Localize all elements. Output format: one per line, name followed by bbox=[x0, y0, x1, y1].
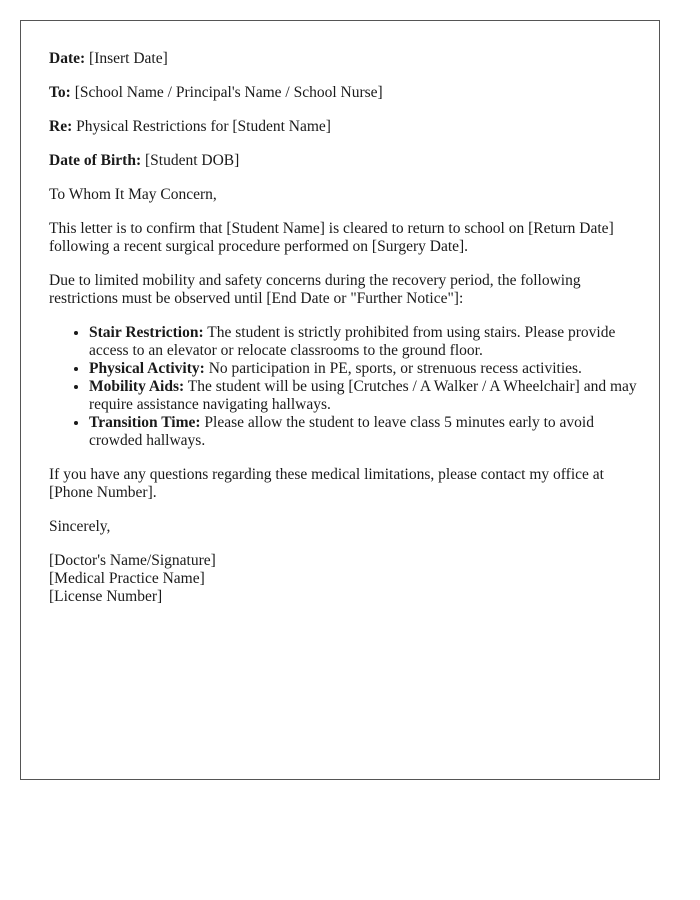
restriction-label: Transition Time: bbox=[89, 414, 201, 431]
letter-content bbox=[49, 50, 639, 622]
re-line bbox=[49, 118, 639, 136]
restrictions-intro-paragraph: Due to limited mobility and safety concerns during the recovery period, the following restrictions must be observed until [End Date or "Further Notice"]: bbox=[49, 272, 581, 307]
letter-page bbox=[20, 20, 660, 780]
restriction-text: No participation in PE, sports, or strenuous recess activities. bbox=[208, 360, 582, 377]
license-number: [License Number] bbox=[49, 588, 163, 605]
re-label: Re: bbox=[49, 118, 73, 135]
restriction-label: Mobility Aids: bbox=[89, 378, 185, 395]
to-value: [School Name / Principal's Name / School Nurse] bbox=[74, 84, 383, 101]
date-line bbox=[49, 50, 639, 68]
restriction-label: Physical Activity: bbox=[89, 360, 205, 377]
intro-paragraph: This letter is to confirm that [Student Name] is cleared to return to school on [Return Date] following a recent surgical procedure performed on [Surgery Date]. bbox=[49, 220, 614, 255]
date-label: Date: bbox=[49, 50, 86, 67]
restriction-text: The student will be using [Crutches / A Walker / A Wheelchair] and may require assistance navigating hallways. bbox=[89, 378, 637, 413]
restriction-text: Please allow the student to leave class 5 minutes early to avoid crowded hallways. bbox=[89, 414, 594, 449]
to-line bbox=[49, 84, 639, 102]
signature-block bbox=[49, 552, 639, 606]
signature-name: [Doctor's Name/Signature] bbox=[49, 552, 216, 569]
restriction-item-transition-time bbox=[89, 414, 639, 450]
dob-line bbox=[49, 152, 639, 170]
dob-value: [Student DOB] bbox=[145, 152, 240, 169]
valediction: Sincerely, bbox=[49, 518, 111, 535]
restriction-text: The student is strictly prohibited from using stairs. Please provide access to an elevator or relocate classrooms to the ground floor. bbox=[89, 324, 616, 359]
to-label: To: bbox=[49, 84, 71, 101]
date-value: [Insert Date] bbox=[89, 50, 168, 67]
salutation: To Whom It May Concern, bbox=[49, 186, 217, 203]
restrictions-list bbox=[49, 324, 639, 450]
re-value: Physical Restrictions for [Student Name] bbox=[76, 118, 331, 135]
restriction-item-physical-activity bbox=[89, 360, 639, 378]
dob-label: Date of Birth: bbox=[49, 152, 142, 169]
contact-paragraph: If you have any questions regarding these medical limitations, please contact my office at [Phone Number]. bbox=[49, 466, 604, 501]
restriction-label: Stair Restriction: bbox=[89, 324, 204, 341]
restriction-item-mobility-aids bbox=[89, 378, 639, 414]
restriction-item-stairs bbox=[89, 324, 639, 360]
practice-name: [Medical Practice Name] bbox=[49, 570, 205, 587]
